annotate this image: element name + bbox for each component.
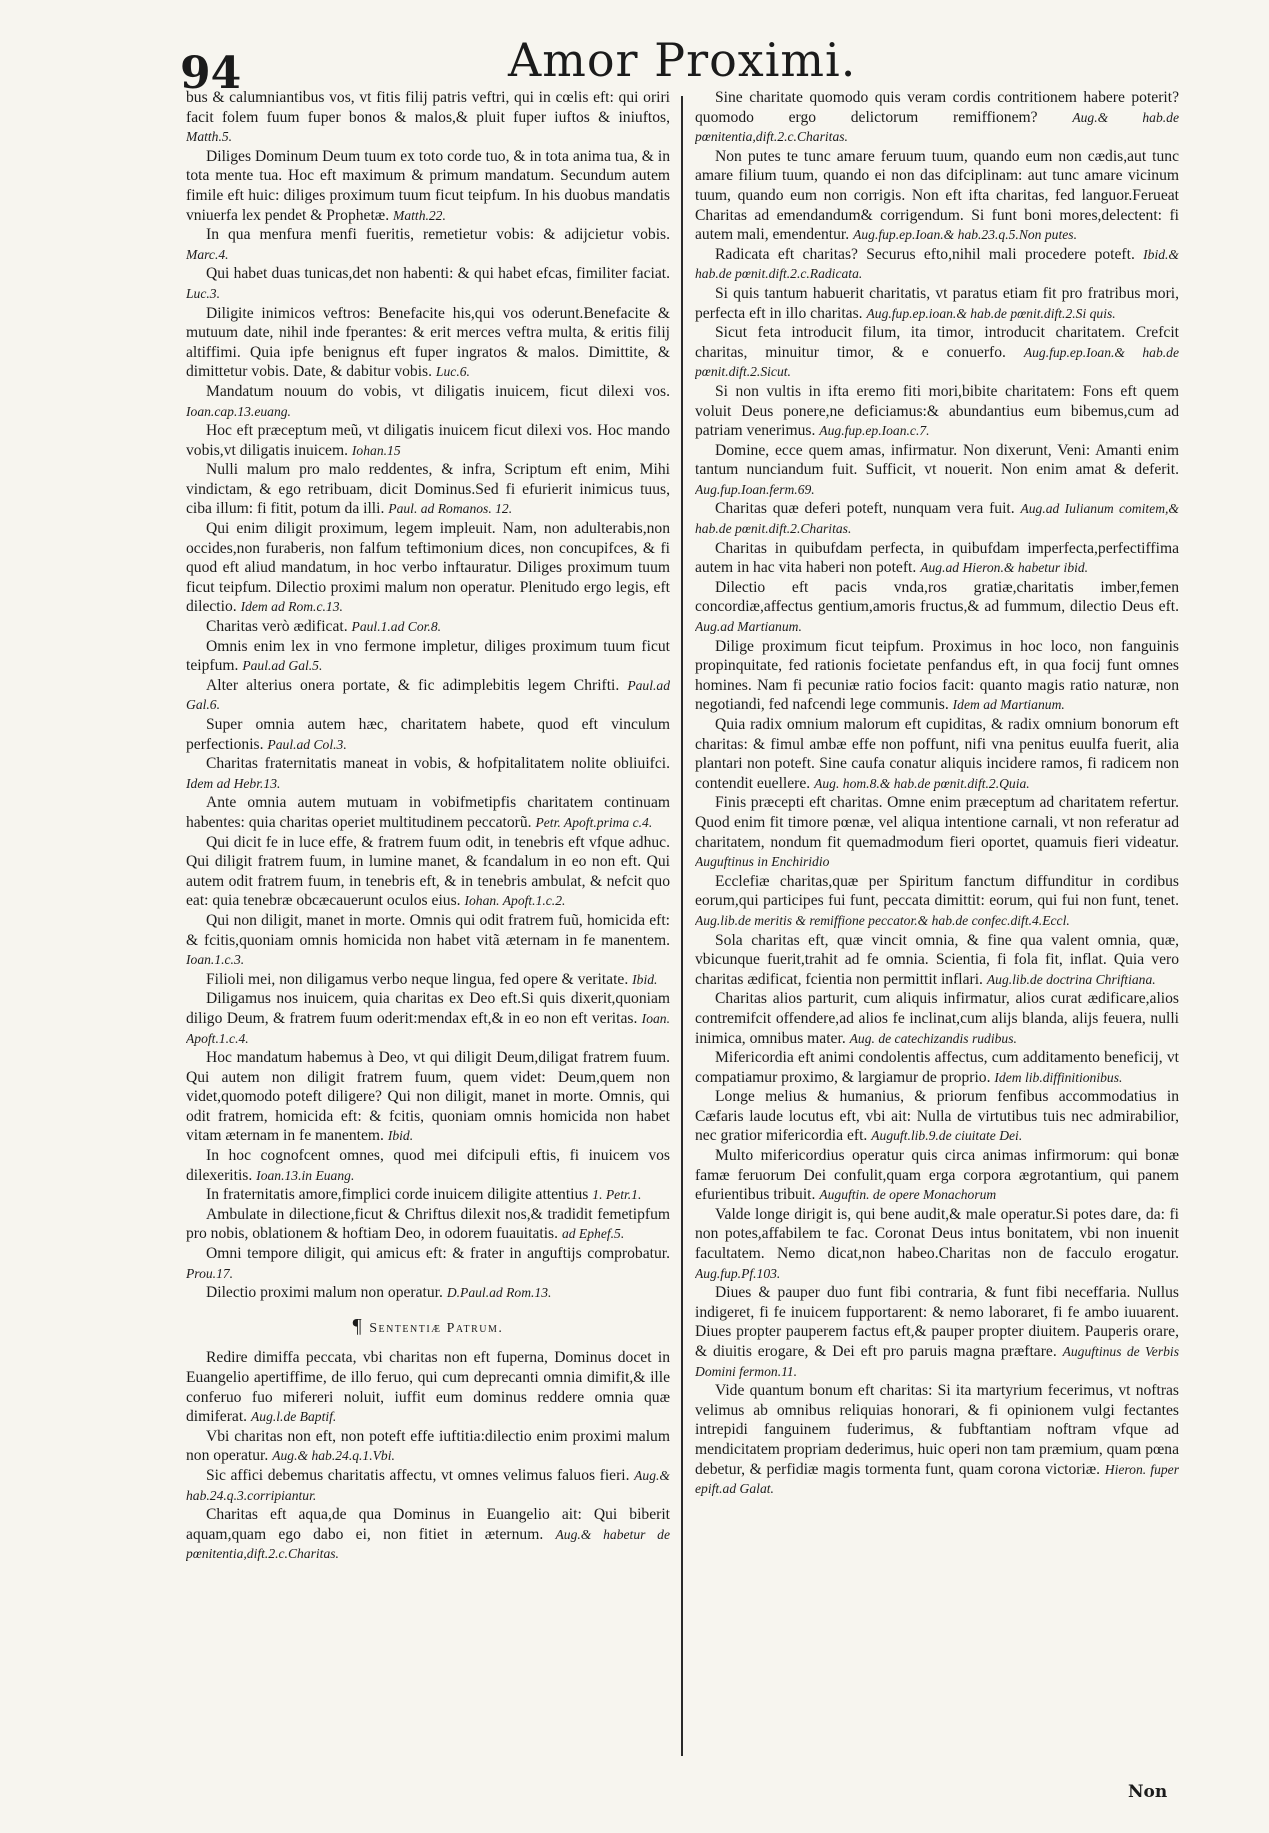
paragraph	[186, 460, 670, 519]
citation: Marc.4.	[186, 246, 229, 262]
paragraph	[186, 1048, 670, 1146]
citation: Ioan.cap.13.euang.	[186, 403, 291, 419]
paragraph-text: Ante omnia autem mutuam in vobifmetipfis charitatem continuam habentes: quia charitas operiet multitudinem peccatorũ.	[186, 794, 670, 831]
paragraph-text: Qui enim diligit proximum, legem impleuit. Nam, non adulterabis,non occides,non furaberis, non falfum teftimonium dices, non concupifces, & fi quod eft aliud mandatum, in hoc verbo inftauratur. Diliges proximum tuum ficut teipfum. Dilectio proximi malum non operatur. Plenitudo ergo legis, eft dilectio.	[186, 520, 670, 616]
paragraph-text: Vbi charitas non eft, non poteft effe iuftitia:dilectio enim proximi malum non operatur.	[186, 1427, 670, 1465]
paragraph-text: In fraternitatis amore,fimplici corde inuicem diligite attentius	[206, 1186, 589, 1204]
paragraph-text: Alter alterius onera portate, & fic adimplebitis legem Chrifti.	[206, 676, 620, 694]
paragraph	[695, 1205, 1179, 1283]
page-number: 94	[180, 48, 242, 99]
paragraph	[695, 1087, 1179, 1146]
citation: Aug.lib.de doctrina Chriftiana.	[986, 971, 1156, 987]
citation: Paul.ad Col.3.	[267, 736, 347, 752]
citation: Ibid.& hab.de pœnit.dift.2.c.Radicata.	[695, 246, 1179, 282]
paragraph	[186, 676, 670, 715]
paragraph-text: Valde longe dirigit is, qui bene audit,& male operatur.Si potes dare, da: fi non potes,affabilem te fac. Coronat Deus intus bonitatem, vbi non inuenit facultatem. Nemo dicat,non habeo.Charitas non de facculo erogatur.	[695, 1205, 1179, 1263]
citation: Ibid.	[632, 971, 658, 987]
paragraph	[186, 1466, 670, 1505]
paragraph	[186, 1283, 670, 1303]
paragraph	[186, 1244, 670, 1283]
paragraph-text: Qui dicit fe in luce effe, & fratrem fuum odit, in tenebris eft vfque adhuc. Qui diligit fratrem fuum, in lumine manet, & fcandalum in eo non eft. Qui autem odit fratrem fuum, in tenebris eft, & in tenebris ambulat, & nefcit quo eat: quia tenebræ obcæcauerunt oculos eius.	[186, 833, 670, 910]
left-paragraph-list	[186, 88, 670, 1303]
paragraph-text: Charitas verò ædificat.	[206, 618, 348, 636]
paragraph	[186, 147, 670, 225]
paragraph	[695, 1283, 1179, 1381]
paragraph	[695, 715, 1179, 793]
paragraph	[695, 245, 1179, 284]
paragraph	[186, 715, 670, 754]
paragraph	[695, 284, 1179, 323]
paragraph	[186, 304, 670, 382]
paragraph	[695, 1381, 1179, 1499]
paragraph	[186, 1205, 670, 1244]
paragraph	[695, 793, 1179, 871]
citation: Paul.ad Gal.6.	[186, 677, 670, 713]
paragraph	[186, 264, 670, 303]
paragraph	[186, 833, 670, 911]
paragraph-text: Omni tempore diligit, qui amicus eft: & frater in anguftijs comprobatur.	[206, 1245, 670, 1263]
citation: Hieron. fuper epift.ad Galat.	[695, 1461, 1179, 1497]
paragraph-text: Charitas alios parturit, cum aliquis infirmatur, alios curat ædificare,alios contremifcit offendere,ad alios fe inclinat,cum alijs blanda, alijs feuera, nulli inimica, omnibus mater.	[695, 990, 1179, 1047]
citation: 1. Petr.1.	[592, 1187, 642, 1203]
catchword: Non	[1128, 1782, 1168, 1802]
paragraph	[186, 1146, 670, 1185]
pilcrow-icon: ¶	[352, 1314, 364, 1337]
paragraph	[695, 931, 1179, 990]
paragraph	[186, 970, 670, 990]
citation: Aug.& habetur de pœnitentia,dift.2.c.Charitas.	[186, 1526, 670, 1562]
paragraph-text: Si quis tantum habuerit charitatis, vt paratus etiam fit pro fratribus mori, perfecta eft in illo charitas.	[695, 284, 1179, 322]
citation: Aug.fup.Pf.103.	[695, 1265, 781, 1281]
paragraph-text: Filioli mei, non diligamus verbo neque lingua, fed opere & veritate.	[206, 970, 629, 988]
citation: Ioan. Apoft.1.c.4.	[186, 1010, 670, 1046]
paragraph-text: Sola charitas eft, quæ vincit omnia, & fine qua valent omnia, quæ, vbicunque fuerit,trahit ad fe omnia. Scientia, fi fola fit, inflat. Quia vero charitas ædificat, fcientia non permittit inflari.	[695, 931, 1179, 988]
paragraph-text: Qui habet duas tunicas,det non habenti: & qui habet efcas, fimiliter faciat.	[206, 265, 670, 283]
citation: Matth.22.	[393, 207, 446, 223]
paragraph-text: Vide quantum bonum eft charitas: Si ita martyrium fecerimus, vt noftras velimus ab omnibus reliquias honorari, & fi opinionem vulgi fectantes intrepidi fanguinem fuderimus, & fubftantiam noftram vfque ad mendicitatem propriam dederimus, huic operi non tam præmium, quam pœna debetur, & perfidiæ magis tormenta funt, quam corona victoriæ.	[695, 1382, 1179, 1478]
paragraph	[695, 1146, 1179, 1205]
paragraph-text: Non putes te tunc amare feruum tuum, quando eum non cædis,aut tunc amare filium tuum, quando ei non das difciplinam: aut tunc amare vicinum tuum, quando eum non corrigis. Non eft ifta charitas, fed languor.Ferueat Charitas ad emendandum& corrigendum. Si funt boni mores,delectent: fi autem mali, emendentur.	[695, 147, 1179, 244]
paragraph-text: Multo mifericordius operatur quis circa animas infirmorum: qui bonæ famæ feruorum Dei confulit,quam erga corpora ægrotantium, qui panem efurientibus tribuit.	[695, 1147, 1179, 1204]
column-divider	[681, 96, 683, 1756]
citation: Aug.fup.ep.ioan.& hab.de pœnit.dift.2.Si quis.	[866, 305, 1116, 321]
citation: Auguft.lib.9.de ciuitate Dei.	[871, 1128, 1023, 1144]
citation: D.Paul.ad Rom.13.	[446, 1285, 552, 1301]
running-title: Amor Proximi.	[508, 33, 857, 87]
paragraph	[695, 637, 1179, 715]
paragraph-text: Finis præcepti eft charitas. Omne enim præceptum ad charitatem refertur. Quod enim fit timore pœnæ, vel aliqua intentione carnali, vt non referatur ad charitatem, nondum fit quemadmodum fieri oportet, quamuis fieri videatur.	[695, 794, 1179, 851]
paragraph	[186, 617, 670, 637]
paragraph	[186, 88, 670, 147]
paragraph-text: Dilectio proximi malum non operatur.	[206, 1284, 443, 1302]
citation: Aug.fup.ep.Ioan.& hab.23.q.5.Non putes.	[853, 227, 1077, 243]
paragraph-text: Charitas fraternitatis maneat in vobis, & hofpitalitatem nolite obliuifci.	[206, 755, 670, 773]
citation: Aug.ad Hieron.& habetur ibid.	[920, 560, 1089, 576]
citation: ad Ephef.5.	[561, 1226, 625, 1242]
paragraph	[695, 147, 1179, 245]
paragraph	[186, 421, 670, 460]
paragraph-text: Omnis enim lex in vno fermone impletur, diliges proximum tuum ficut teipfum.	[186, 637, 670, 675]
paragraph-text: Mifericordia eft animi condolentis affectus, cum additamento beneficij, vt compatiamur proximo, & largiamur de proprio.	[695, 1049, 1179, 1086]
citation: Iohan.15	[351, 442, 401, 458]
paragraph-text: bus & calumniantibus vos, vt fitis filij patris veftri, qui in cœlis eft: qui oriri facit folem fuum fuper bonos & malos,& pluit fuper iuftos & iniuftos,	[186, 89, 670, 126]
paragraph	[186, 519, 670, 617]
paragraph	[186, 637, 670, 676]
paragraph	[695, 88, 1179, 147]
paragraph-text: Charitas quæ deferi poteft, nunquam vera fuit.	[715, 500, 1015, 518]
paragraph	[186, 1348, 670, 1426]
citation: Matth.5.	[186, 129, 233, 145]
paragraph-text: Sicut feta introducit filum, ita timor, introducit charitatem. Crefcit charitas, minuitur timor, & e conuerfo.	[695, 324, 1179, 361]
paragraph	[695, 1048, 1179, 1087]
paragraph	[186, 1185, 670, 1205]
paragraph-text: Ecclefiæ charitas,quæ per Spiritum fanctum diffunditur in cordibus eorum,qui participes fui funt, peccata dimittit: eorum, qui fui non funt, tenet.	[695, 872, 1179, 910]
paragraph	[695, 323, 1179, 382]
citation: Aug. de catechizandis rudibus.	[849, 1030, 1017, 1046]
paragraph	[186, 911, 670, 970]
paragraph-text: Qui non diligit, manet in morte. Omnis qui odit fratrem fuũ, homicida eft: & fcitis,quoniam omnis homicida non habet vitã æternam in fe manentem.	[186, 911, 670, 949]
left-column	[186, 88, 670, 1764]
citation: Aug.& hab.de pœnitentia,dift.2.c.Charitas.	[695, 109, 1179, 145]
paragraph	[186, 1427, 670, 1466]
paragraph	[186, 382, 670, 421]
citation: Idem ad Martianum.	[952, 697, 1065, 713]
citation: Aug.fup.ep.Ioan.& hab.de pœnit.dift.2.Sicut.	[695, 344, 1179, 380]
citation: Aug.ad Iulianum comitem,& hab.de pœnit.dift.2.Charitas.	[695, 501, 1179, 537]
paragraph-text: Dilectio eft pacis vnda,ros gratiæ,charitatis imber,femen concordiæ,affectus gentium,amoris fructus,& ad fummum, dilectio Deus eft.	[695, 578, 1179, 616]
paragraph-text: Radicata eft charitas? Securus efto,nihil mali procedere poteft.	[715, 245, 1135, 263]
citation: Aug.lib.de meritis & remiffione peccator.& hab.de confec.dift.4.Eccl.	[695, 912, 1070, 928]
paragraph-text: Super omnia autem hæc, charitatem habete, quod eft vinculum perfectionis.	[186, 716, 670, 753]
paragraph	[695, 382, 1179, 441]
citation: Paul.ad Gal.5.	[242, 658, 323, 674]
citation: Aug.& hab.24.q.1.Vbi.	[272, 1448, 395, 1464]
paragraph	[695, 872, 1179, 931]
paragraph	[695, 499, 1179, 538]
paragraph	[186, 989, 670, 1048]
paragraph-text: Dilige proximum ficut teipfum. Proximus in hoc loco, non fanguinis propinquitate, fed rationis focietate penfandus eft, in qua focij funt omnes homines. Nam fi pecuniæ ratio focios facit: quanto magis ratio naturæ, non negotiandi, fed nafcendi lege communis.	[695, 637, 1179, 714]
paragraph	[186, 754, 670, 793]
paragraph-text: In hoc cognofcent omnes, quod mei difcipuli eftis, fi inuicem vos dilexeritis.	[186, 1147, 670, 1184]
paragraph-text: Longe melius & humanius, & priorum fenfibus accommodatius in Cæfaris laude locutus eft, vbi ait: Nulla de virtutibus tuis nec admirabilior, nec gratior mifericordia eft.	[695, 1088, 1179, 1145]
citation: Aug.fup.ep.Ioan.c.7.	[819, 423, 930, 439]
left-paragraph-list-after	[186, 1348, 670, 1564]
paragraph	[695, 989, 1179, 1048]
paragraph-text: Sic affici debemus charitatis affectu, vt omnes velimus faluos fieri.	[206, 1466, 630, 1484]
citation: Ioan.1.c.3.	[186, 952, 245, 968]
citation: Aug.fup.Ioan.ferm.69.	[695, 481, 815, 497]
paragraph	[186, 793, 670, 832]
paragraph-text: Diliges Dominum Deum tuum ex toto corde tuo, & in tota anima tua, & in tota mente tua. Hoc eft maximum & primum mandatum. Secundum autem fimile eft huic: diliges proximum tuum ficut teipfum. In his duobus mandatis vniuerfa lex pendet & Prophetæ.	[186, 147, 670, 224]
paragraph-text: Si non vultis in ifta eremo fiti mori,bibite charitatem: Fons eft quem voluit Deus ponere,ne deficiamus:& abundantius eum bibemus,cum ad patriam venerimus.	[695, 382, 1179, 440]
citation: Auguftinus de Verbis Domini fermon.11.	[695, 1344, 1179, 1379]
citation: Iohan. Apoft.1.c.2.	[464, 893, 566, 909]
paragraph-text: In qua menfura menfi fueritis, remetietur vobis: & adijcietur vobis.	[206, 226, 670, 244]
citation: Aug.& hab.24.q.3.corripiantur.	[186, 1467, 670, 1503]
citation: Idem ad Rom.c.13.	[240, 599, 343, 615]
citation: Ioan.13.in Euang.	[256, 1167, 355, 1183]
citation: Auguftin. de opere Monachorum	[819, 1187, 997, 1203]
paragraph-text: Charitas eft aqua,de qua Dominus in Euangelio ait: Qui biberit aquam,quam ego dabo ei, non fitiet in æternum.	[186, 1506, 670, 1543]
paragraph	[186, 1505, 670, 1564]
citation: Auguftinus in Enchiridio	[695, 854, 830, 870]
right-column	[695, 88, 1179, 1764]
citation: Prou.17.	[186, 1265, 234, 1281]
paragraph-text: Diligite inimicos veftros: Benefacite his,qui vos oderunt.Benefacite & mutuum date, nihil inde fperantes: & erit merces veftra multa, & eritis filij altiffimi. Quia ipfe benignus eft fuper ingratos & malos. Dimittite, & dimittetur vobis. Date, & dabitur vobis.	[186, 304, 670, 381]
citation: Petr. Apoft.prima c.4.	[535, 814, 653, 830]
paragraph-text: Mandatum nouum do vobis, vt diligatis inuicem, ficut dilexi vos.	[206, 382, 670, 400]
section-heading-text: Sententiæ Patrum.	[369, 1320, 504, 1336]
paragraph-text: Hoc mandatum habemus à Deo, vt qui diligit Deum,diligat fratrem fuum. Qui autem non diligit fratrem fuum, quem videt: Deum,quem non videt,quomodo poteft diligere? Qui non diligit, manet in morte. Omnis, qui odit fratrem, homicida eft: & fcitis, quoniam omnis homicida non habet vitam æternam in fe manentem.	[186, 1049, 670, 1145]
paragraph	[186, 225, 670, 264]
paragraph-text: Redire dimiffa peccata, vbi charitas non eft fuperna, Dominus docet in Euangelio apertiffime, de illo feruo, qui cum deprecanti omnia dimifit,& ille conferuo fuo mifereri noluit, iuffit eum dominus reddere omnia quæ dimiferat.	[186, 1349, 670, 1426]
citation: Aug. hom.8.& hab.de pœnit.dift.2.Quia.	[814, 775, 1030, 791]
citation: Idem ad Hebr.13.	[186, 775, 281, 791]
paragraph-text: Ambulate in dilectione,ficut & Chriftus dilexit nos,& tradidit femetipfum pro nobis, oblationem & hoftiam Deo, in odorem fuauitatis.	[186, 1205, 670, 1243]
paragraph-text: Hoc eft præceptum meũ, vt diligatis inuicem ficut dilexi vos. Hoc mando vobis,vt diligatis inuicem.	[186, 422, 670, 459]
paragraph-text: Charitas in quibufdam perfecta, in quibufdam imperfecta,perfectiffima autem in hac vita haberi non poteft.	[695, 539, 1179, 577]
citation: Luc.6.	[435, 364, 470, 380]
citation: Paul. ad Romanos. 12.	[388, 501, 513, 517]
citation: Idem lib.diffinitionibus.	[994, 1069, 1123, 1085]
paragraph-text: Domine, ecce quem amas, infirmatur. Non dixerunt, Veni: Amanti enim tantum nunciandum fuit. Sufficit, vt nouerit. Non enim amat & deferit.	[695, 441, 1179, 479]
paragraph-text: Nulli malum pro malo reddentes, & infra, Scriptum eft enim, Mihi vindictam, & ego retribuam, dicit Dominus.Sed fi efurierit inimicus tuus, ciba illum: fi fitit, potum da illi.	[186, 461, 670, 518]
paragraph	[695, 539, 1179, 578]
right-paragraph-list	[695, 88, 1179, 1499]
paragraph	[695, 441, 1179, 500]
section-heading	[186, 1314, 670, 1339]
citation: Aug.ad Martianum.	[695, 619, 802, 635]
paragraph-text: Diues & pauper duo funt fibi contraria, & funt fibi neceffaria. Nullus indigeret, fi fe inuicem fupportarent: & nemo laboraret, fi fe ambo iuuarent. Diues propter pauperem factus eft,& pauper propter diuitem. Pauperis orare, & diuitis erogare, & Dei eft pro paruis magna præftare.	[695, 1284, 1179, 1360]
paragraph	[695, 578, 1179, 637]
paragraph-text: Sine charitate quomodo quis veram cordis contritionem habere poterit? quomodo ergo delictorum remiffionem?	[695, 89, 1179, 126]
citation: Luc.3.	[186, 285, 220, 301]
citation: Aug.l.de Baptif.	[250, 1409, 337, 1425]
citation: Ibid.	[387, 1128, 414, 1144]
paragraph-text: Quia radix omnium malorum eft cupiditas, & radix omnium bonorum eft charitas: & fimul ambæ effe non poffunt, nifi vna penitus euulfa fuerit, alia plantari non poteft. Sine caufa conatur aliquis incidere ramos, fi radicem non contendit euellere.	[695, 716, 1179, 792]
citation: Paul.1.ad Cor.8.	[351, 619, 442, 635]
paragraph-text: Diligamus nos inuicem, quia charitas ex Deo eft.Si quis dixerit,quoniam diligo Deum, & fratrem fuum oderit:mendax eft,& in eo non eft veritas.	[186, 990, 670, 1027]
